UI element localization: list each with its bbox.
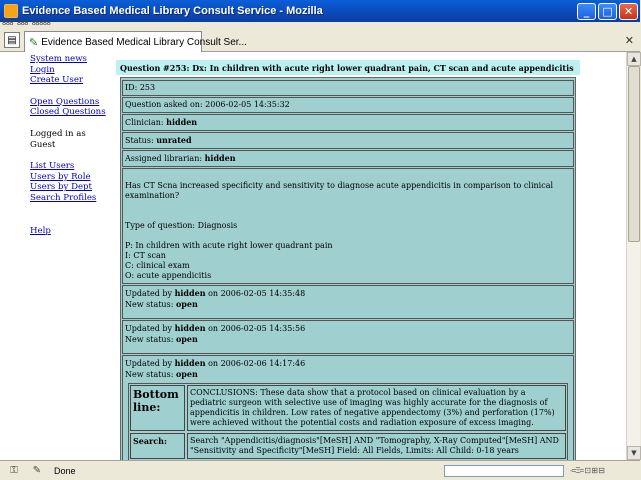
question-title: Question #253: Dx: In children with acute right lower quadrant pain, CT scan and acute appendicitis — [116, 60, 580, 75]
vertical-scrollbar[interactable] — [626, 52, 640, 460]
page-viewport — [0, 52, 626, 460]
question-text: Has CT Scna increased specificity and sensitivity to diagnose acute appendicitis in comparison to clinical examination? — [125, 181, 554, 200]
nav-help[interactable]: Help — [30, 225, 51, 236]
search-label: Search: — [130, 433, 185, 459]
close-window-button[interactable]: ✕ — [619, 3, 638, 20]
status-bar — [0, 460, 640, 480]
question-type: Type of question: Diagnosis — [125, 221, 238, 230]
pico-o: O: acute appendicitis — [125, 271, 212, 280]
nav-search-profiles[interactable]: Search Profiles — [30, 192, 97, 203]
window-title: Evidence Based Medical Library Consult Service - Mozilla — [22, 5, 323, 17]
edit-icon[interactable]: ✎ — [32, 465, 42, 476]
tab-active[interactable] — [24, 31, 247, 52]
status-icons: -=Ξ= ⊡ ⊞ ⊟ — [570, 466, 604, 475]
pico-i: I: CT scan — [125, 251, 166, 260]
pico-p: P: In children with acute right lower quadrant pain — [125, 241, 333, 250]
update-row: Updated by hidden on 2006-02-05 14:35:48 New status: open — [122, 285, 574, 319]
question-asked-row: Question asked on: 2006-02-05 14:35:32 — [122, 97, 574, 113]
nav-create-user[interactable]: Create User — [30, 75, 84, 86]
scroll-down-icon[interactable]: ▼ — [627, 446, 641, 460]
tab-label: Evidence Based Medical Library Consult Ser... — [41, 36, 247, 48]
logged-in-label: Logged in as — [30, 128, 86, 139]
new-tab-icon[interactable]: ▤ — [4, 32, 20, 48]
question-id-row: ID: 253 — [122, 80, 574, 96]
update-row: Updated by hidden on 2006-02-05 14:35:56 New status: open — [122, 320, 574, 354]
question-body — [122, 168, 574, 284]
url-strip-text: 888 888 88888 — [2, 19, 51, 27]
question-panel — [116, 60, 580, 468]
nav-closed-questions[interactable]: Closed Questions — [30, 107, 106, 118]
window-title-bar — [0, 0, 640, 22]
librarian-row: Assigned librarian: hidden — [122, 150, 574, 167]
nav-list-users[interactable]: List Users — [30, 161, 75, 172]
page-icon: ✎ — [29, 36, 39, 49]
tab-bar — [0, 28, 640, 52]
bottom-line-text: CONCLUSIONS: These data show that a protocol based on clinical evaluation by a pediatric surgeon with selective use of imaging was highly accurate for the diagnosis of appendicitis in children. Low rates of negative appendectomy (3%) and perforation (17%) were achieved without the potential costs and radiation exposure of excess imaging. — [187, 385, 566, 431]
nav-users-by-role[interactable]: Users by Role — [30, 171, 91, 182]
security-icon[interactable]: ⚿ — [10, 465, 18, 476]
logged-in-user: Guest — [30, 139, 56, 150]
search-text: Search "Appendicitis/diagnosis"[MeSH] AND "Tomography, X-Ray Computed"[MeSH] AND "Sensitivity and Specificity"[MeSH] Field: All Fields, Limits: All Child: 0-18 years — [187, 433, 566, 459]
answer-table — [128, 383, 568, 461]
scroll-up-icon[interactable]: ▲ — [627, 52, 641, 66]
nav-system-news[interactable]: System news — [30, 54, 87, 64]
pico-c: C: clinical exam — [125, 261, 190, 270]
status-row: Status: unrated — [122, 132, 574, 149]
nav-login[interactable]: Login — [30, 64, 55, 75]
nav-users-by-dept[interactable]: Users by Dept — [30, 182, 93, 193]
question-table — [120, 77, 576, 468]
update-row-with-answer: Updated by hidden on 2006-02-06 14:17:46 New status: open Bottom line: CONCLUSIONS: These data show that a protocol based on clinical evaluation by a pediatric surgeon with selective use of imaging was highly accurate for the diagnosis of appendicitis in children. Low rates of negative appendectomy (3%) and perforation (17%) were achieved without the potential costs and radiation exposure of excess imaging. Search: Search "Appendicitis/diagnosis"[MeSH] AND "Tomography, X-Ray Computed"[MeSH] AND "Sensitivity and Specificity"[MeSH] Field: All Fields, Limits: All Child: 0-18 years — [122, 355, 574, 465]
maximize-button[interactable]: □ — [598, 3, 617, 20]
left-nav — [30, 54, 116, 236]
bottom-line-label: Bottom line: — [130, 385, 185, 431]
minimize-button[interactable]: _ — [577, 3, 596, 20]
mozilla-icon — [4, 4, 18, 18]
status-text: Done — [54, 465, 76, 476]
nav-open-questions[interactable]: Open Questions — [30, 96, 100, 107]
close-tab-icon[interactable]: ✕ — [624, 34, 634, 47]
scrollbar-thumb[interactable] — [628, 66, 640, 242]
clinician-row: Clinician: hidden — [122, 114, 574, 131]
progress-field — [444, 465, 564, 477]
